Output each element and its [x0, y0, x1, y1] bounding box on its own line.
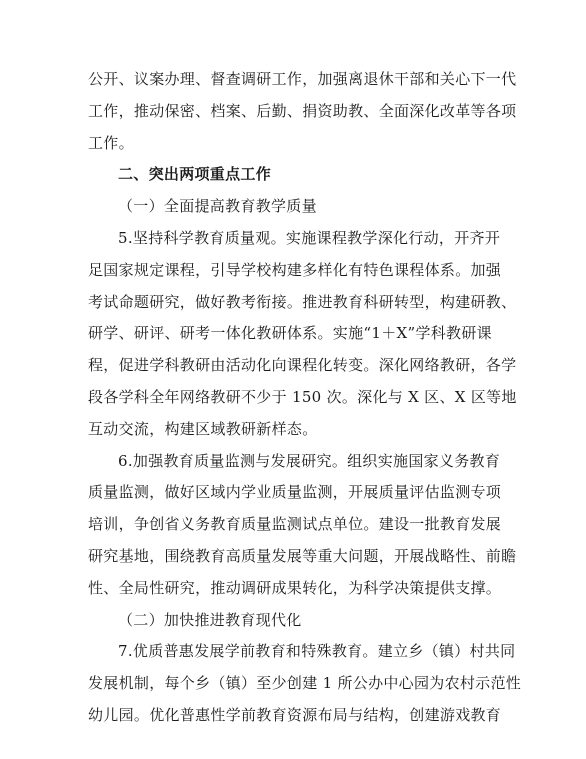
text-line: 6.加强教育质量监测与发展研究。组织实施国家义务教育: [118, 451, 501, 470]
paragraph-item-6: [88, 446, 517, 605]
text-line: 幼儿园。优化普惠性学前教育资源布局与结构，创建游戏教育: [88, 705, 502, 724]
text-line: 质量监测，做好区域内学业质量监测，开展质量评估监测专项: [88, 483, 502, 502]
text-line: 7.优质普惠发展学前教育和特殊教育。建立乡（镇）村共同: [118, 642, 516, 661]
text-line: 性、全局性研究，推动调研成果转化，为科学决策提供支撑。: [88, 578, 502, 597]
text-line: 5.坚持科学教育质量观。实施课程教学深化行动，开齐开: [118, 228, 501, 247]
subsection-heading-one: [88, 191, 508, 223]
paragraph-continued-work: [88, 64, 517, 159]
section-heading-two: [88, 159, 508, 191]
text-line: 考试命题研究，做好教考衔接。推进教育科研转型，构建研教、: [88, 292, 517, 311]
text-line: 研究基地，围绕教育高质量发展等重大问题，开展战略性、前瞻: [88, 546, 517, 565]
text-line: 互动交流，构建区域教研新样态。: [88, 419, 318, 438]
subsection-heading-two: [88, 605, 508, 637]
text-line: 发展机制，每个乡（镇）至少创建 1 所公办中心园为农村示范性: [88, 674, 522, 693]
text-line: 培训，争创省义务教育质量监测试点单位。建设一批教育发展: [88, 515, 502, 534]
text-line: 工作。: [88, 133, 134, 152]
text-line: 程，促进学科教研由活动化向课程化转变。深化网络教研，各学: [88, 356, 517, 375]
subheading-text: （一）全面提高教育教学质量: [118, 197, 317, 216]
text-line: 公开、议案办理、督查调研工作，加强离退休干部和关心下一代: [88, 70, 517, 88]
text-line: 段各学科全年网络教研不少于 150 次。深化与 X 区、X 区等地: [88, 387, 517, 406]
text-line: 足国家规定课程，引导学校构建多样化有特色课程体系。加强: [88, 260, 502, 279]
paragraph-item-7: [88, 636, 522, 731]
text-line: 工作，推动保密、档案、后勤、捐资助教、全面深化改革等各项: [88, 101, 517, 120]
paragraph-item-5: [88, 223, 517, 446]
text-line: 研学、研评、研考一体化教研体系。实施“1＋X”学科教研课: [88, 324, 492, 343]
heading-text: 二、突出两项重点工作: [118, 165, 272, 184]
subheading-text: （二）加快推进教育现代化: [118, 610, 302, 629]
